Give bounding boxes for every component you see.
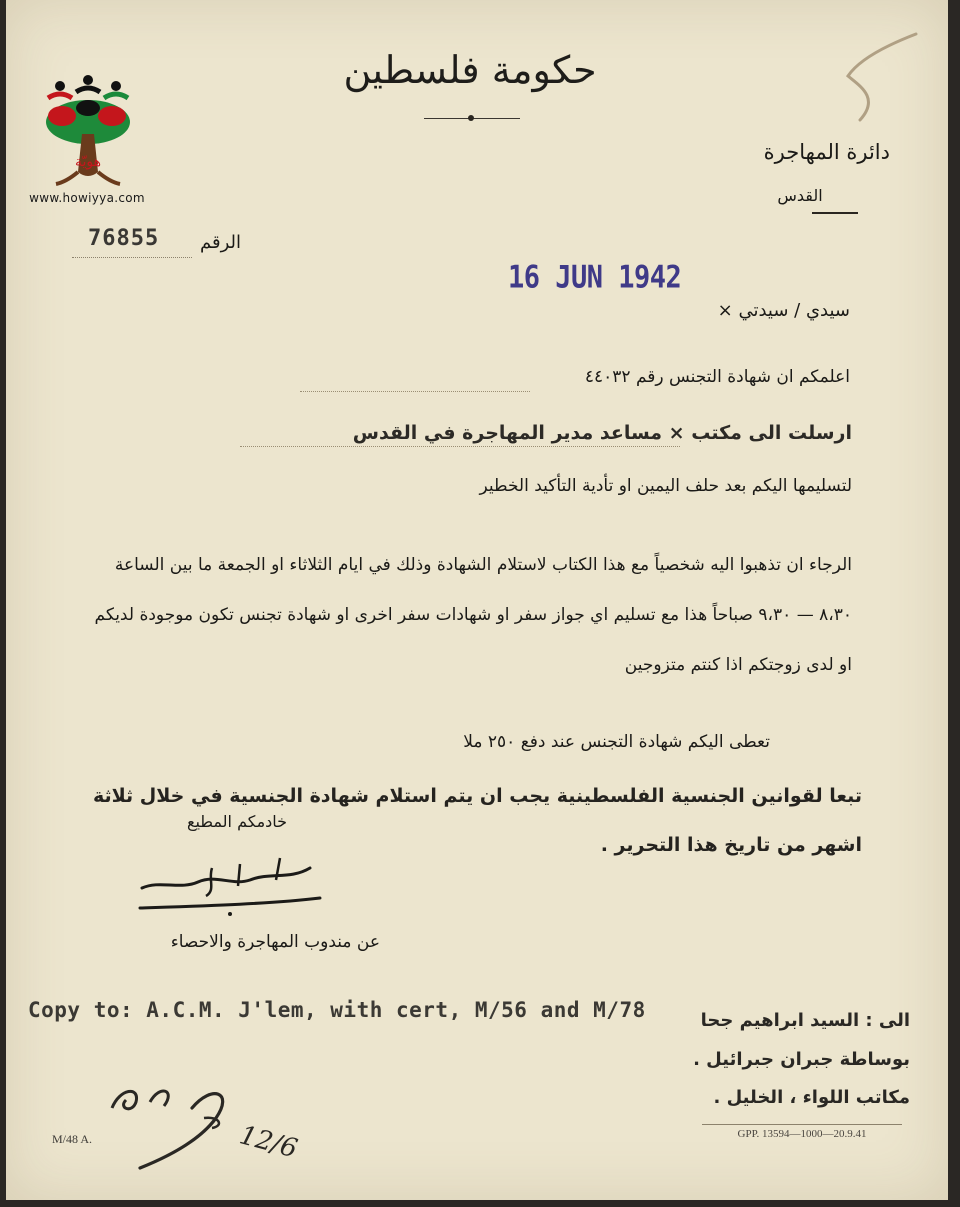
reference-label: الرقم	[200, 232, 242, 253]
city-underline	[812, 212, 858, 214]
print-code: GPP. 13594—1000—20.9.41	[702, 1124, 902, 1140]
addressee-via: بوساطة جبران جبرائيل .	[693, 1048, 910, 1070]
addressee-place: مكاتب اللواء ، الخليل .	[713, 1087, 910, 1109]
addressee-block	[560, 1002, 910, 1118]
government-title: حكومة فلسطين	[343, 48, 597, 92]
signature	[120, 850, 330, 920]
handwritten-initials	[100, 1078, 310, 1173]
on-behalf-of: عن مندوب المهاجرة والاحصاء	[170, 932, 380, 952]
initials-date: 12/6	[236, 1120, 301, 1165]
body-line-office: ارسلت الى مكتب × مساعد مدير المهاجرة في القدس	[352, 422, 852, 444]
closing-servant: خادمكم المطيع	[186, 812, 288, 831]
addressee-to: الى : السيد ابراهيم جحا	[700, 1010, 910, 1031]
reference-number: 76855	[88, 226, 160, 251]
dotted-fill-line	[240, 446, 680, 447]
copy-to-line: Copy to: A.C.M. J'lem, with cert, M/56 and M/78	[28, 998, 646, 1022]
form-code: M/48 A.	[52, 1132, 93, 1146]
pencil-mark	[830, 28, 920, 123]
body-line-oath: لتسليمها اليكم بعد حلف اليمين او تأدية التأكيد الخطير	[479, 476, 852, 496]
svg-text:هويّة: هويّة	[74, 154, 102, 170]
city-name: القدس	[777, 186, 823, 205]
title-divider-dot	[468, 115, 474, 121]
logo-website: www.howiyya.com	[29, 191, 145, 205]
salutation: سيدي / سيدتي ×	[717, 300, 850, 321]
reference-dotted-line	[72, 256, 192, 258]
date-stamp: 16 JUN 1942	[508, 259, 682, 296]
dotted-fill-line	[300, 391, 530, 392]
law-notice: تبعا لقوانين الجنسية الفلسطينية يجب ان يتم استلام شهادة الجنسية في خلال ثلاثة اشهر من تاريخ هذا التحرير .	[92, 785, 862, 857]
department-name: دائرة المهاجرة	[763, 140, 890, 164]
fee-line: تعطى اليكم شهادة التجنس عند دفع ٢٥٠ ملا	[463, 732, 770, 752]
body-line-certificate: اعلمكم ان شهادة التجنس رقم ٤٤٠٣٢	[584, 367, 850, 387]
body-paragraph: الرجاء ان تذهبوا اليه شخصياً مع هذا الكتاب لاستلام الشهادة وذلك في ايام الثلاثاء او الجمعة ما بين الساعة ٨،٣٠ — ٩،٣٠ صباحاً هذا مع تسليم اي جواز سفر او شهادات سفر اخرى او شهادة تجنس تكون موجودة لديكم او لدى زوجتكم اذا كنتم متزوجين	[94, 555, 852, 676]
